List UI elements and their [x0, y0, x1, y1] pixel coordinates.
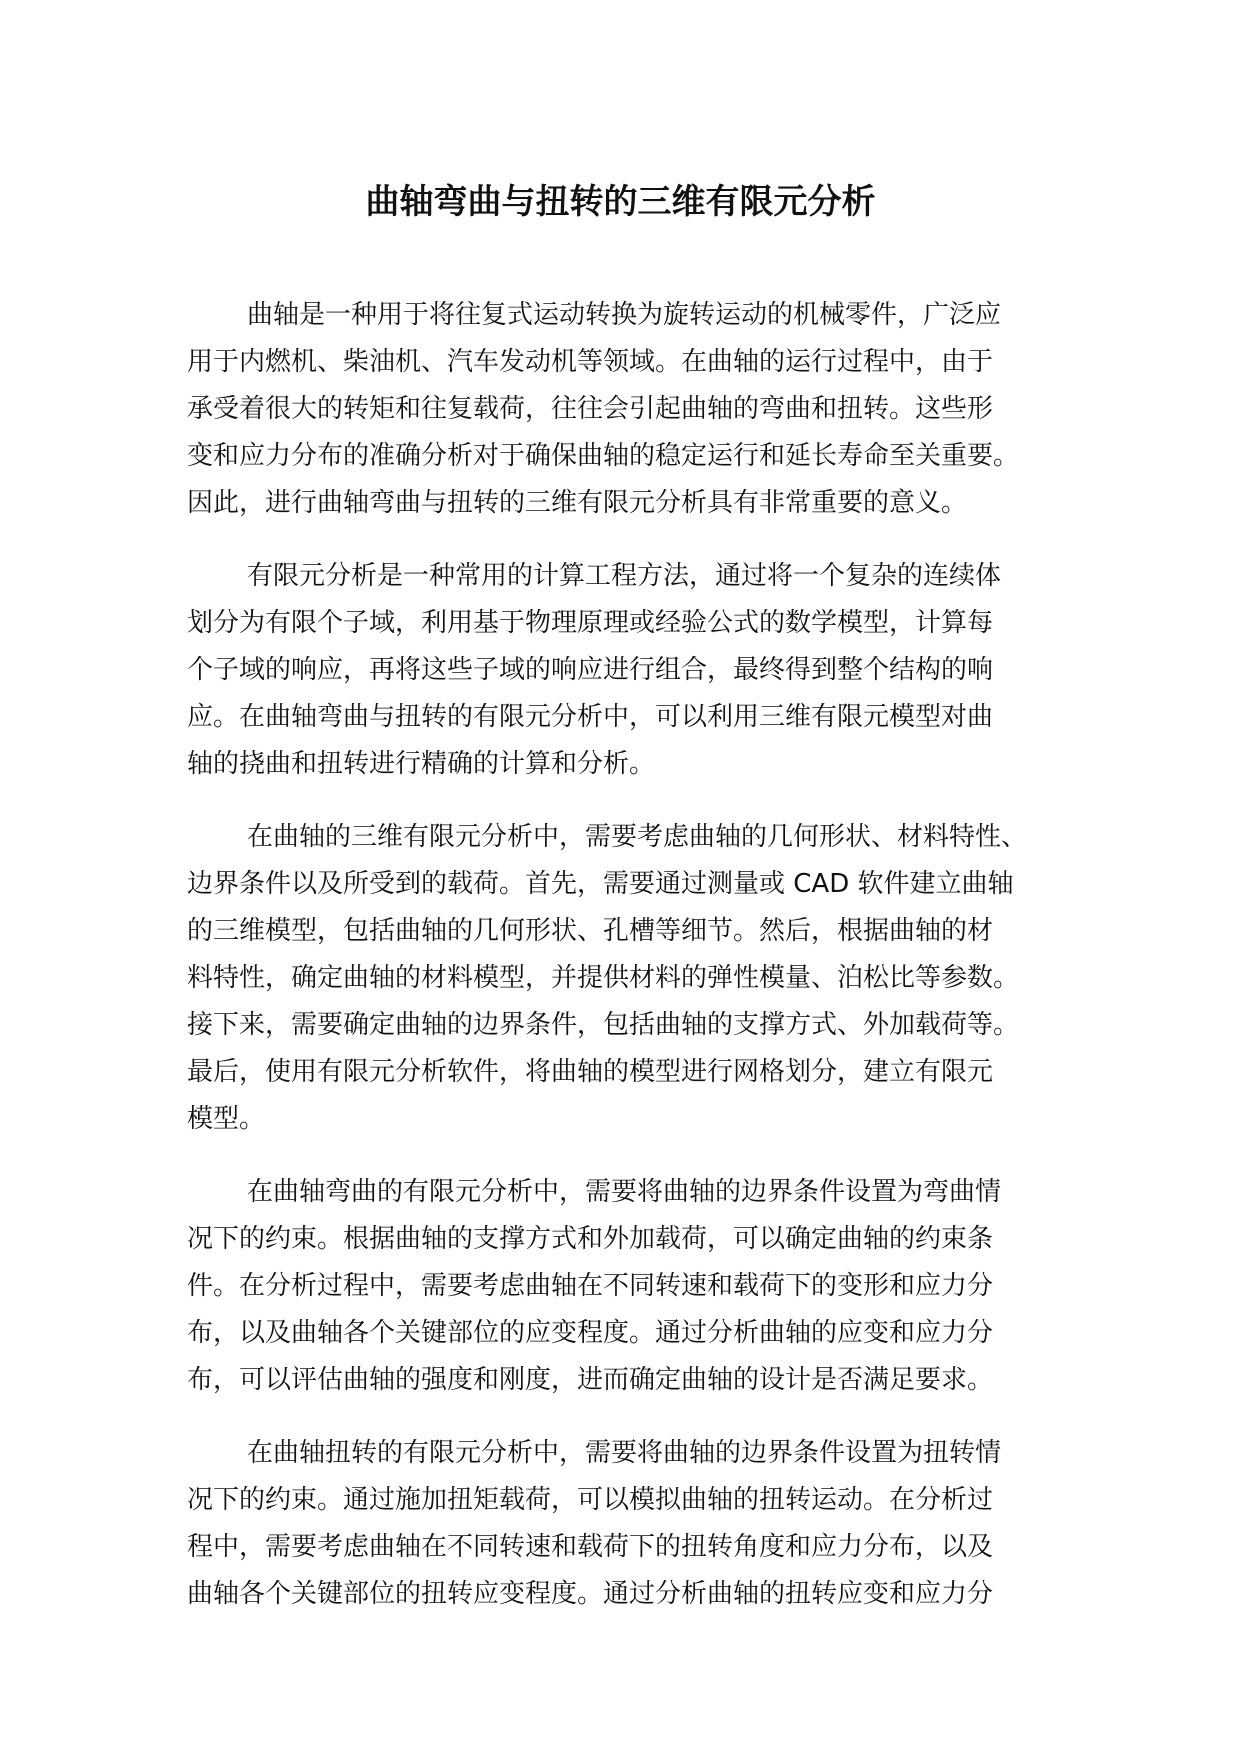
text-line: 曲轴是一种用于将往复式运动转换为旋转运动的机械零件，广泛应	[247, 300, 1002, 330]
text-line: 有限元分析是一种常用的计算工程方法，通过将一个复杂的连续体	[247, 561, 1002, 591]
paragraph-3	[187, 814, 1067, 1143]
text-line: 最后，使用有限元分析软件，将曲轴的模型进行网格划分，建立有限元	[187, 1057, 994, 1087]
text-line: 在曲轴弯曲的有限元分析中，需要将曲轴的边界条件设置为弯曲情	[247, 1177, 1002, 1207]
paragraph-4	[187, 1169, 1067, 1404]
paragraph-2	[187, 553, 1067, 788]
text-line: 个子域的响应，再将这些子域的响应进行组合，最终得到整个结构的响	[187, 655, 994, 685]
text-line: 布，以及曲轴各个关键部位的应变程度。通过分析曲轴的应变和应力分	[187, 1318, 994, 1348]
text-line: 在曲轴扭转的有限元分析中，需要将曲轴的边界条件设置为扭转情	[247, 1438, 1002, 1468]
text-line: 况下的约束。通过施加扭矩载荷，可以模拟曲轴的扭转运动。在分析过	[187, 1485, 994, 1515]
document-body	[187, 292, 1067, 1644]
text-line: 程中，需要考虑曲轴在不同转速和载荷下的扭转角度和应力分布，以及	[187, 1532, 994, 1562]
text-line: 接下来，需要确定曲轴的边界条件，包括曲轴的支撑方式、外加载荷等。	[187, 1010, 1020, 1040]
text-line: 件。在分析过程中，需要考虑曲轴在不同转速和载荷下的变形和应力分	[187, 1271, 994, 1301]
text-line: 在曲轴的三维有限元分析中，需要考虑曲轴的几何形状、材料特性、	[247, 822, 1028, 852]
text-line: 轴的挠曲和扭转进行精确的计算和分析。	[187, 749, 656, 779]
text-line: 料特性，确定曲轴的材料模型，并提供材料的弹性模量、泊松比等参数。	[187, 963, 1020, 993]
text-line: 变和应力分布的准确分析对于确保曲轴的稳定运行和延长寿命至关重要。	[187, 441, 1020, 471]
text-line: 边界条件以及所受到的载荷。首先，需要通过测量或 CAD 软件建立曲轴	[187, 869, 1014, 899]
paragraph-1	[187, 292, 1067, 527]
text-line: 因此，进行曲轴弯曲与扭转的三维有限元分析具有非常重要的意义。	[187, 488, 968, 518]
text-line: 况下的约束。根据曲轴的支撑方式和外加载荷，可以确定曲轴的约束条	[187, 1224, 994, 1254]
paragraph-5	[187, 1430, 1067, 1618]
text-line: 应。在曲轴弯曲与扭转的有限元分析中，可以利用三维有限元模型对曲	[187, 702, 994, 732]
text-line: 模型。	[187, 1104, 266, 1134]
document-title: 曲轴弯曲与扭转的三维有限元分析	[365, 182, 876, 222]
text-line: 承受着很大的转矩和往复载荷，往往会引起曲轴的弯曲和扭转。这些形	[187, 394, 994, 424]
text-line: 曲轴各个关键部位的扭转应变程度。通过分析曲轴的扭转应变和应力分	[187, 1579, 994, 1609]
text-line: 布，可以评估曲轴的强度和刚度，进而确定曲轴的设计是否满足要求。	[187, 1365, 994, 1395]
text-line: 用于内燃机、柴油机、汽车发动机等领域。在曲轴的运行过程中，由于	[187, 347, 994, 377]
text-line: 的三维模型，包括曲轴的几何形状、孔槽等细节。然后，根据曲轴的材	[187, 916, 994, 946]
text-line: 划分为有限个子域，利用基于物理原理或经验公式的数学模型，计算每	[187, 608, 994, 638]
